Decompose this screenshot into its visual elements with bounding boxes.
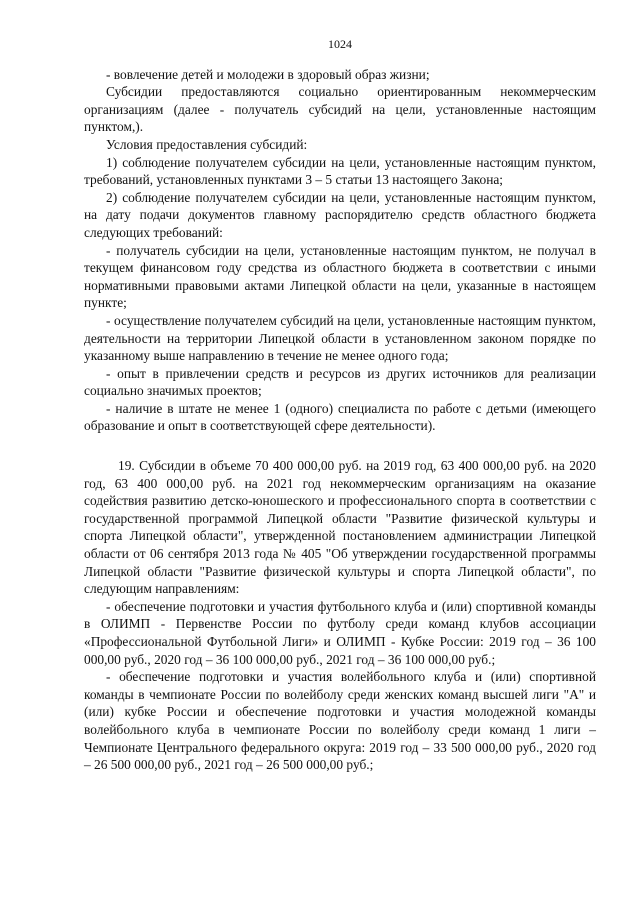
paragraph: 2) соблюдение получателем субсидии на цели, установленные настоящим пунктом, на дату подачи документов главному распорядителю средств областного бюджета следующих требований: bbox=[84, 189, 596, 240]
paragraph: 19. Субсидии в объеме 70 400 000,00 руб. на 2019 год, 63 400 000,00 руб. на 2020 год, 63 400 000,00 руб. на 2021 год некоммерческим организациям на оказание содействия развитию детско-юношеского и профессионального спорта в соответствии с государственной программой Липецкой области "Развитие физической культуры и спорта Липецкой области", утвержденной постановлением администрации Липецкой области от 06 сентября 2013 года № 405 "Об утверждении государственной программы Липецкой области "Развитие физической культуры и спорта Липецкой области", по следующим направлениям: bbox=[84, 458, 596, 597]
paragraph: Субсидии предоставляются социально ориентированным некоммерческим организациям (далее - получатель субсидий на цели, установленные настоящим пунктом,). bbox=[84, 84, 596, 135]
paragraph: Условия предоставления субсидий: bbox=[106, 136, 308, 152]
paragraph: - наличие в штате не менее 1 (одного) специалиста по работе с детьми (имеющего образование и опыт в соответствующей сфере деятельности). bbox=[84, 400, 596, 434]
paragraph: - опыт в привлечении средств и ресурсов из других источников для реализации социально значимых проектов; bbox=[84, 365, 596, 399]
paragraph: - обеспечение подготовки и участия футбольного клуба и (или) спортивной команды в ОЛИМП - Первенстве России по футболу среди команд клубов ассоциации «Профессиональной Футбольной Лиги» и ОЛИМП - Кубке России: 2019 год – 36 100 000,00 руб., 2020 год – 36 100 000,00 руб., 2021 год – 36 100 000,00 руб.; bbox=[84, 598, 596, 667]
page-number: 1024 bbox=[328, 37, 352, 51]
paragraph: - получатель субсидии на цели, установленные настоящим пунктом, не получал в текущем финансовом году средства из областного бюджета в соответствии с иными нормативными правовыми актами Липецкой области на цели, указанные в настоящем пункте; bbox=[84, 242, 596, 311]
paragraph: 1) соблюдение получателем субсидии на цели, установленные настоящим пунктом, требований, установленных пунктами 3 – 5 статьи 13 настоящего Закона; bbox=[84, 154, 596, 188]
paragraph: - обеспечение подготовки и участия волейбольного клуба и (или) спортивной команды в чемпионате России по волейболу среди женских команд высшей лиги "А" и (или) кубке России и обеспечение подготовки и участия молодежной команды волейбольного клуба в чемпионате России по волейболу среди команд 1 лиги – Чемпионате Центрального федерального округа: 2019 год – 33 500 000,00 руб., 2020 год – 26 500 000,00 руб., 2021 год – 26 500 000,00 руб.; bbox=[84, 669, 596, 773]
paragraph: - осуществление получателем субсидий на цели, установленные настоящим пунктом, деятельности на территории Липецкой области в установленном законом порядке по указанному выше направлению в течение не менее одного года; bbox=[84, 312, 596, 364]
section-gap bbox=[84, 435, 596, 457]
paragraph: - вовлечение детей и молодежи в здоровый образ жизни; bbox=[106, 66, 430, 82]
